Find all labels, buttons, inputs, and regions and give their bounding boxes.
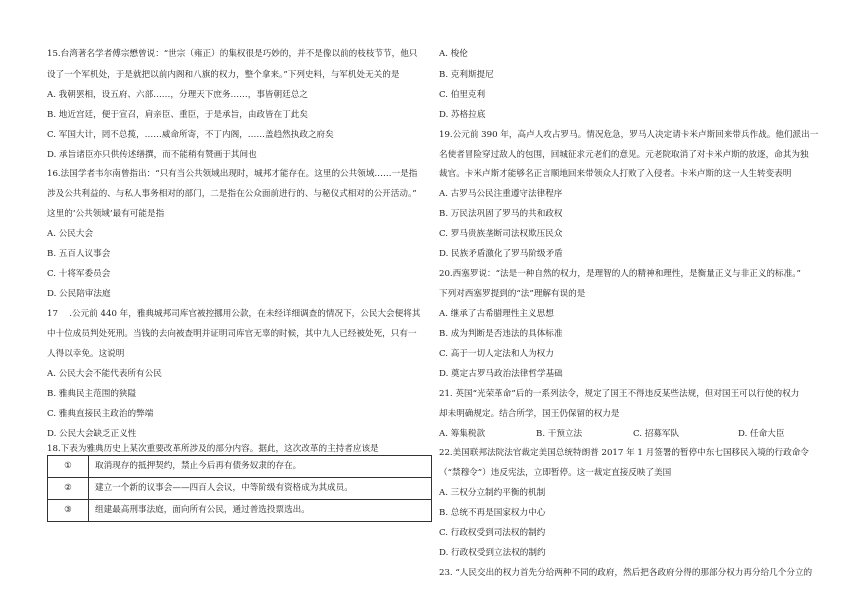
- table-row: [48, 500, 432, 522]
- q21-option-c: C. 招募军队: [633, 429, 680, 439]
- q20-option-a: A. 继承了古希腊理性主义思想: [439, 309, 554, 319]
- table-row: [48, 478, 432, 500]
- q17-stem-line-1: 17 .公元前 440 年，雅典城邦司库官被控挪用公款，在未经详细调查的情况下，公民大会便将其: [47, 309, 421, 319]
- table-cell-text: 取消现存的抵押契约，禁止今后再有债务奴隶的存在。: [89, 456, 432, 478]
- q22-stem-line-1: 22.美国联邦法院法官裁定美国总统特朗普 2017 年 1 月签署的暂停中东七国移民入境的行政命令: [439, 448, 809, 458]
- q20-stem-line-1: 20.西塞罗说：“法是一种自然的权力，是理智的人的精神和理性，是衡量正义与非正义的标准。”: [439, 269, 801, 279]
- q23-stem-line-1: 23. “人民交出的权力首先分给两种不同的政府，然后把各政府分得的那部分权力再分给几个分立的: [439, 568, 813, 578]
- q21-option-a: A. 筹集税款: [439, 429, 486, 439]
- q22-option-a: A. 三权分立制约平衡的机制: [439, 488, 546, 498]
- q19-option-d: D. 民族矛盾激化了罗马阶级矛盾: [439, 249, 563, 259]
- q19-option-a: A. 古罗马公民注重遵守法律程序: [439, 189, 563, 199]
- table-cell-number: ①: [48, 456, 89, 478]
- q21-stem-line-1: 21. 英国“光荣革命”后的一系列法令，规定了国王不得违反某些法规，但对国王可以行使的权力: [439, 389, 800, 399]
- q18-stem: 18.下表为雅典历史上某次重要改革所涉及的部分内容。据此，这次改革的主持者应该是: [47, 444, 379, 454]
- q17-stem-line-2: 中十位成员判处死刑。当钱的去向被查明并证明司库官无辜的时候，其中九人已经被处死，只有一: [47, 329, 417, 339]
- q19-option-b: B. 万民法巩固了罗马的共和政权: [439, 209, 563, 219]
- q17-option-c: C. 雅典直接民主政治的弊端: [47, 409, 154, 419]
- q17-stem-line-3: 人得以幸免。这说明: [47, 349, 125, 359]
- q18-option-b: B. 克利斯提尼: [439, 70, 494, 80]
- q17-option-d: D. 公民大会缺乏正义性: [47, 429, 137, 439]
- table-row: [48, 456, 432, 478]
- q16-option-a: A. 公民大会: [47, 229, 94, 239]
- q21-stem-line-2: 却未明确规定。结合所学，国王仍保留的权力是: [439, 409, 620, 419]
- q16-option-c: C. 十将军委员会: [47, 269, 111, 279]
- q15-option-c: C. 军国大计，罔不总揽，……威命所寄，不丁内阁，……盖趋然执政之府矣: [47, 130, 334, 140]
- q18-option-c: C. 伯里克利: [439, 90, 486, 100]
- q22-option-b: B. 总统不再是国家权力中心: [439, 508, 546, 518]
- q15-stem-line-2: 设了一个军机处，于是就把以前内阁和八旗的权力，整个拿来。”下列史料，与军机处无关的是: [47, 70, 400, 80]
- q21-option-b: B. 干预立法: [536, 429, 583, 439]
- table-cell-text: 组建最高刑事法庭，面向所有公民，通过普选投票选出。: [89, 500, 432, 522]
- q20-option-d: D. 奠定古罗马政治法律哲学基础: [439, 369, 563, 379]
- q16-stem-line-2: 涉及公共利益的、与私人事务相对的部门，二是指在公众面前进行的、与秘仪式相对的公开活动。”: [47, 189, 417, 199]
- q22-option-d: D. 行政权受到立法权的制约: [439, 548, 546, 558]
- q16-stem-line-1: 16.法国学者韦尔南曾指出：“只有当公共领域出现时，城邦才能存在。这里的公共领域……一是指: [47, 169, 418, 179]
- reform-table: [47, 455, 432, 522]
- q15-option-b: B. 地近宫廷，便于宣召，肩亲臣、重臣，于是承旨，由政皆在丁此矣: [47, 110, 308, 120]
- q17-option-b: B. 雅典民主范围的狭隘: [47, 389, 137, 399]
- q15-option-a: A. 我朝罢相，设五府、六部……，分理天下庶务……，事皆朝廷总之: [47, 90, 308, 100]
- q15-option-d: D. 承旨诸臣亦只供传述缮撰，而不能稍有赞画于其间也: [47, 150, 257, 160]
- q16-option-b: B. 五百人议事会: [47, 249, 111, 259]
- q19-option-c: C. 罗马贵族垄断司法权欺压民众: [439, 229, 563, 239]
- q22-option-c: C. 行政权受到司法权的制约: [439, 528, 546, 538]
- table-cell-text: 建立一个新的议事会——四百人会议，中等阶级有资格成为其成员。: [89, 478, 432, 500]
- q18-option-d: D. 苏格拉底: [439, 110, 486, 120]
- q18-option-a: A. 梭伦: [439, 49, 468, 59]
- table-cell-number: ③: [48, 500, 89, 522]
- q20-stem-line-2: 下列对西塞罗提到的“法”理解有误的是: [439, 289, 586, 299]
- q21-option-d: D. 任命大臣: [738, 429, 785, 439]
- q16-stem-line-3: 这里的‘公共领域’最有可能是指: [47, 209, 165, 219]
- q19-stem-line-3: 裁官。卡米卢斯才能够名正言顺地回来带领众人打败了入侵者。卡米卢斯的这一人生转变表明: [439, 169, 792, 179]
- q15-stem-line-1: 15.台湾著名学者傅宗懋曾说：“世宗（雍正）的集权很是巧妙的，并不是像以前的枝枝节节，他只: [47, 49, 418, 59]
- q22-stem-line-2: （“禁穆令”）违反宪法，立即暂停。这一裁定直接反映了美国: [439, 468, 672, 478]
- q19-stem-line-1: 19.公元前 390 年，高卢人攻占罗马。情况危急，罗马人决定请卡米卢斯回来带兵作战。他们派出一: [439, 130, 819, 140]
- q17-option-a: A. 公民大会不能代表所有公民: [47, 369, 162, 379]
- table-cell-number: ②: [48, 478, 89, 500]
- q19-stem-line-2: 名使者冒险穿过敌人的包围，回城征求元老们的意见。元老院取消了对卡米卢斯的放逐，命其为独: [439, 150, 809, 160]
- q20-option-b: B. 成为判断是否违法的具体标准: [439, 329, 563, 339]
- q16-option-d: D. 公民陪审法庭: [47, 289, 111, 299]
- q20-option-c: C. 高于一切人定法和人为权力: [439, 349, 554, 359]
